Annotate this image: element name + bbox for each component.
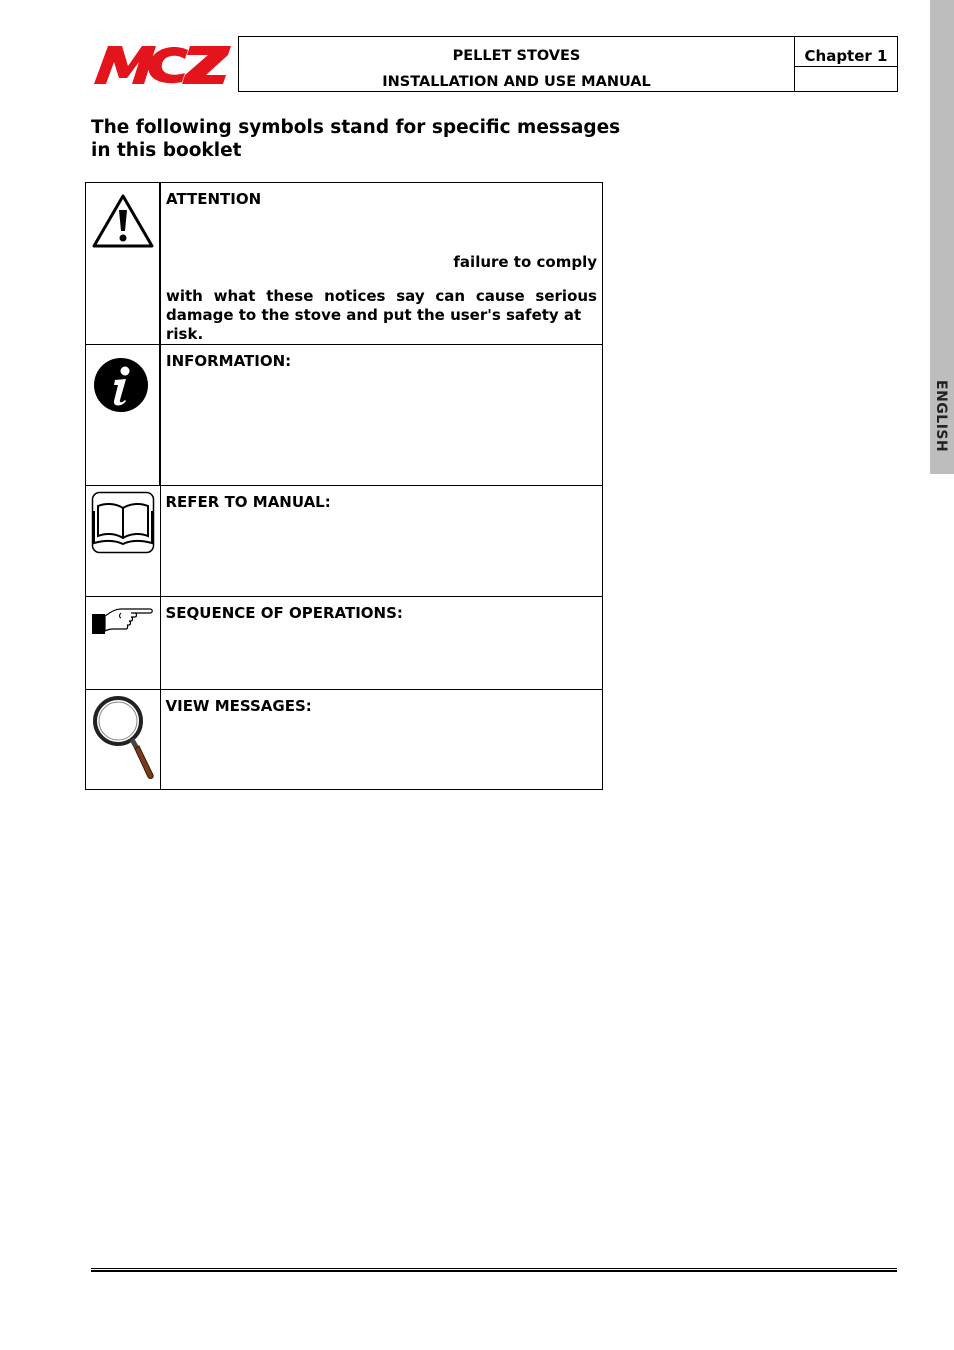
chapter-box [795,36,898,92]
page-title: The following symbols stand for specific messages in this booklet [91,117,621,161]
info-icon [93,357,159,413]
chapter-label: Chapter 1 [795,37,897,67]
footer-rule [91,1268,897,1269]
header-subtitle: INSTALLATION AND USE MANUAL [382,74,651,90]
symbol-row-manual [86,486,603,597]
language-tab [930,0,954,474]
warning-triangle-icon [91,193,159,249]
symbol-row-attention [86,183,603,345]
symbols-table [85,182,603,790]
view-messages-label: VIEW MESSAGES: [165,697,312,715]
information-label: INFORMATION: [166,352,292,370]
header-title: PELLET STOVES [452,48,581,64]
refer-to-manual-label: REFER TO MANUAL: [165,493,331,511]
document-header [238,36,795,92]
magnifier-icon [92,695,160,781]
sequence-of-operations-label: SEQUENCE OF OPERATIONS: [165,604,403,622]
symbol-row-sequence [86,597,603,690]
attention-text-line1: failure to comply [453,253,597,271]
attention-label: ATTENTION [166,190,262,208]
attention-text-line3: damage to the stove and put the user's safety at risk. [166,306,582,343]
book-icon [91,491,160,555]
footer-rule-thick [91,1270,897,1272]
symbol-row-information [86,345,603,486]
brand-logo [92,42,232,86]
symbol-row-view-messages [86,690,603,790]
language-tab-label: ENGLISH [933,380,949,453]
attention-text-line2: with what these notices say can cause serious [166,287,597,305]
pointing-hand-icon [91,603,160,637]
